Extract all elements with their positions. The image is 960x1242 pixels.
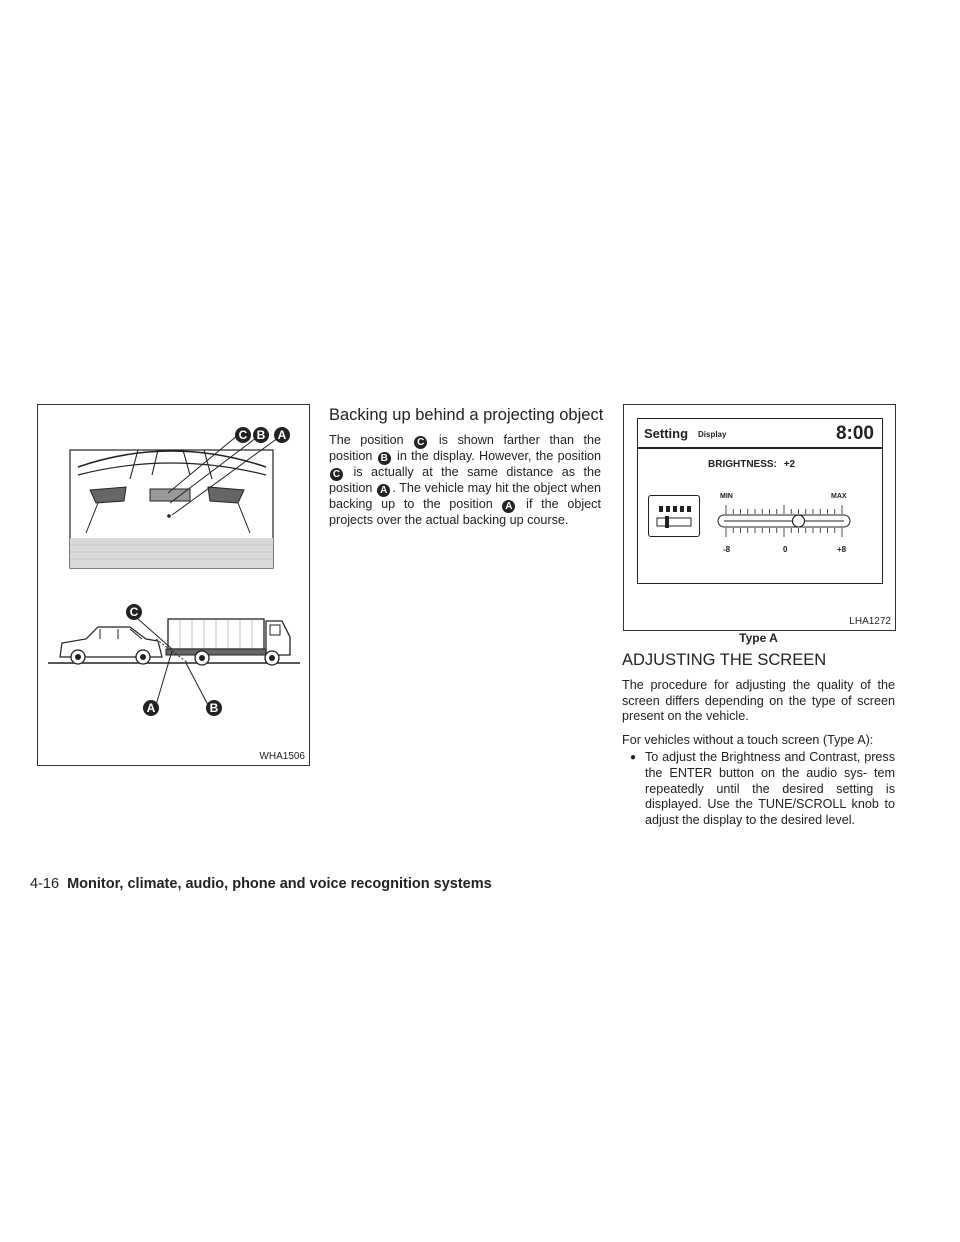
callout-c-side: C <box>129 605 139 619</box>
brightness-label: BRIGHTNESS: <box>708 459 777 470</box>
page-footer <box>30 876 492 892</box>
callout-c-top: C <box>238 428 248 442</box>
callout-b-side: B <box>209 701 219 715</box>
callout-b-inline: B <box>378 452 391 465</box>
figure-code-left: WHA1506 <box>259 751 305 762</box>
adjusting-para1: The procedure for adjusting the quality of the screen differs depending on the type of screen present on the vehicle. <box>622 678 895 724</box>
callout-a-inline-1: A <box>377 484 390 497</box>
text-seg3: in the display. However, the position <box>397 449 602 463</box>
figure-caption: Type A <box>739 631 778 645</box>
backing-section <box>329 405 604 529</box>
brightness-label-row <box>708 459 795 470</box>
slider-min-label: MIN <box>720 493 733 500</box>
brightness-value: +2 <box>783 459 796 470</box>
slider-knob[interactable] <box>793 515 805 527</box>
figure-code-right: LHA1272 <box>849 616 891 627</box>
callout-c-inline-1: C <box>414 436 427 449</box>
screen-clock: 8:00 <box>835 423 874 444</box>
text-seg1: The position <box>329 433 404 447</box>
text-seg5: . The vehicle may hit the object when backing up to the position <box>329 481 601 511</box>
screen-header <box>638 419 882 449</box>
text-seg4: is actually at the same distance as the position <box>329 465 602 495</box>
brightness-slider[interactable] <box>712 501 862 541</box>
adjusting-para2: For vehicles without a touch screen (Type A): <box>622 732 874 747</box>
screen-submenu-title: Display <box>698 430 727 439</box>
section-title: Monitor, climate, audio, phone and voice recognition systems <box>67 876 492 892</box>
backing-paragraph <box>329 433 601 529</box>
callout-c-inline-2: C <box>330 468 343 481</box>
callout-a-top: A <box>277 428 287 442</box>
tick-mid-label: 0 <box>783 545 788 554</box>
screen-menu-title: Setting <box>644 426 689 441</box>
brightness-icon <box>648 495 700 537</box>
text-seg6: if the object projects over the actual backing up course. <box>329 497 601 527</box>
callout-a-inline-2: A <box>502 500 515 513</box>
callout-a-side: A <box>146 701 156 715</box>
adjusting-section <box>622 650 895 828</box>
backing-heading: Backing up behind a projecting object <box>329 406 604 424</box>
page-number: 4-16 <box>30 876 60 892</box>
bullet-symbol: ● <box>630 752 637 764</box>
slider-max-label: MAX <box>831 493 847 500</box>
rear-camera-figure <box>37 404 310 766</box>
adjusting-heading: ADJUSTING THE SCREEN <box>622 651 827 669</box>
callout-b-top: B <box>256 428 266 442</box>
tick-high-label: +8 <box>837 545 847 554</box>
bullet-text: To adjust the Brightness and Contrast, press the ENTER button on the audio sys- tem repeatedly until the desired setting is displayed. Use the TUNE/SCROLL knob to adjust the display to the desired level. <box>645 750 895 827</box>
display-screen <box>637 418 883 584</box>
rear-camera-illustration <box>38 405 309 765</box>
adjusting-bullet <box>622 750 895 828</box>
display-setting-figure <box>623 404 896 631</box>
tick-low-label: -8 <box>723 545 731 554</box>
text-seg2: is shown farther than the position <box>329 433 602 463</box>
